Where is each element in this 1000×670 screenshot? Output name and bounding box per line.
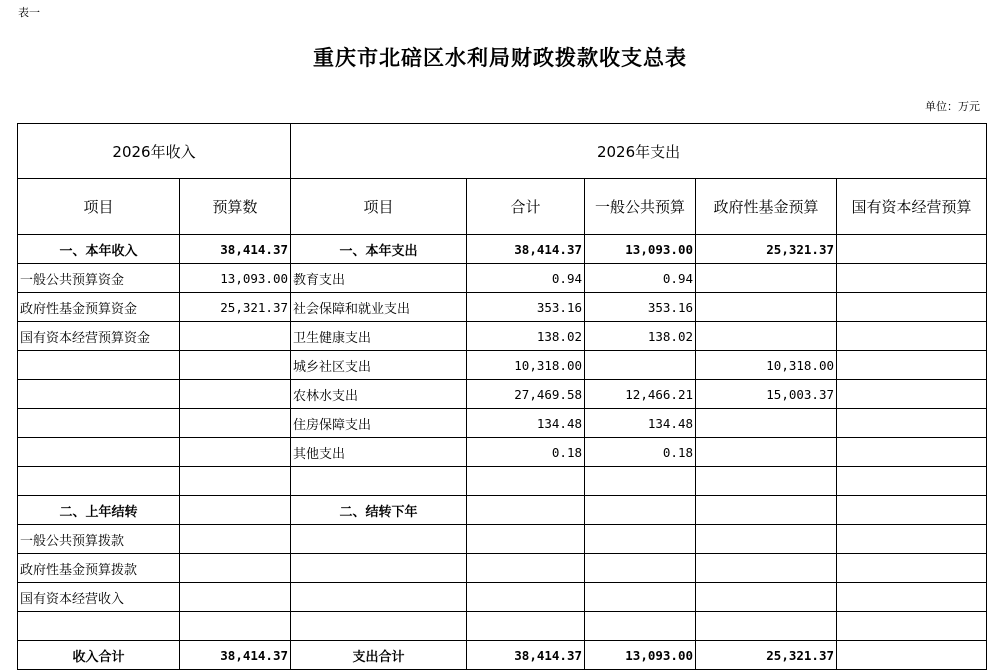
table-row bbox=[18, 293, 987, 322]
table-row bbox=[18, 496, 987, 525]
general-budget-cell: 138.02 bbox=[585, 322, 696, 351]
gov-fund-budget-header: 政府性基金预算 bbox=[696, 179, 837, 235]
table-row bbox=[18, 409, 987, 438]
gov-fund-budget-cell bbox=[696, 409, 837, 438]
state-capital-budget-cell bbox=[837, 583, 987, 612]
state-capital-budget-cell bbox=[837, 293, 987, 322]
general-budget-cell: 353.16 bbox=[585, 293, 696, 322]
income-item-cell bbox=[18, 438, 180, 467]
expense-item-cell: 一、本年支出 bbox=[291, 235, 467, 264]
expense-item-header: 项目 bbox=[291, 179, 467, 235]
income-item-cell bbox=[18, 612, 180, 641]
general-budget-cell: 13,093.00 bbox=[585, 235, 696, 264]
income-item-cell bbox=[18, 351, 180, 380]
general-budget-cell bbox=[585, 496, 696, 525]
income-item-cell: 一般公共预算资金 bbox=[18, 264, 180, 293]
table-row bbox=[18, 322, 987, 351]
income-item-cell bbox=[18, 467, 180, 496]
state-capital-budget-header: 国有资本经营预算 bbox=[837, 179, 987, 235]
gov-fund-budget-cell: 10,318.00 bbox=[696, 351, 837, 380]
expense-total-cell bbox=[467, 612, 585, 641]
table-row bbox=[18, 467, 987, 496]
income-budget-cell: 38,414.37 bbox=[180, 235, 291, 264]
income-budget-cell bbox=[180, 612, 291, 641]
income-budget-header: 预算数 bbox=[180, 179, 291, 235]
expense-total-cell: 353.16 bbox=[467, 293, 585, 322]
expense-item-cell: 社会保障和就业支出 bbox=[291, 293, 467, 322]
income-item-cell: 一般公共预算拨款 bbox=[18, 525, 180, 554]
state-capital-budget-cell bbox=[837, 322, 987, 351]
income-budget-cell bbox=[180, 467, 291, 496]
income-budget-cell bbox=[180, 438, 291, 467]
income-budget-cell bbox=[180, 525, 291, 554]
income-item-cell bbox=[18, 380, 180, 409]
general-budget-cell: 0.18 bbox=[585, 438, 696, 467]
expense-total-header: 合计 bbox=[467, 179, 585, 235]
gov-fund-budget-cell bbox=[696, 612, 837, 641]
income-group-header: 2026年收入 bbox=[18, 124, 291, 179]
gov-fund-budget-cell bbox=[696, 525, 837, 554]
gov-fund-budget-cell bbox=[696, 293, 837, 322]
general-budget-cell bbox=[585, 612, 696, 641]
state-capital-budget-cell bbox=[837, 612, 987, 641]
gov-fund-budget-cell bbox=[696, 583, 837, 612]
gov-fund-budget-cell bbox=[696, 264, 837, 293]
expense-total-cell bbox=[467, 496, 585, 525]
state-capital-budget-cell bbox=[837, 496, 987, 525]
state-capital-budget-cell bbox=[837, 467, 987, 496]
expense-item-cell: 其他支出 bbox=[291, 438, 467, 467]
income-budget-cell bbox=[180, 583, 291, 612]
general-budget-cell bbox=[585, 525, 696, 554]
income-item-cell: 一、本年收入 bbox=[18, 235, 180, 264]
income-budget-cell bbox=[180, 380, 291, 409]
table-row bbox=[18, 351, 987, 380]
expense-total-cell bbox=[467, 583, 585, 612]
gov-fund-budget-cell bbox=[696, 554, 837, 583]
table-row bbox=[18, 264, 987, 293]
gov-fund-budget-cell bbox=[696, 322, 837, 351]
income-item-cell: 政府性基金预算资金 bbox=[18, 293, 180, 322]
expense-total-cell: 27,469.58 bbox=[467, 380, 585, 409]
income-item-cell: 政府性基金预算拨款 bbox=[18, 554, 180, 583]
state-capital-budget-cell bbox=[837, 351, 987, 380]
state-capital-budget-cell bbox=[837, 264, 987, 293]
expense-item-cell bbox=[291, 612, 467, 641]
expense-total-cell: 10,318.00 bbox=[467, 351, 585, 380]
income-item-cell: 国有资本经营预算资金 bbox=[18, 322, 180, 351]
header-row-columns bbox=[18, 179, 987, 235]
income-item-cell: 二、上年结转 bbox=[18, 496, 180, 525]
expense-item-cell bbox=[291, 467, 467, 496]
expense-total-cell: 0.94 bbox=[467, 264, 585, 293]
table-number-label: 表一 bbox=[18, 6, 40, 19]
state-capital-budget-cell bbox=[837, 641, 987, 670]
budget-table bbox=[17, 123, 987, 670]
income-budget-cell: 13,093.00 bbox=[180, 264, 291, 293]
income-item-cell: 收入合计 bbox=[18, 641, 180, 670]
page-title: 重庆市北碚区水利局财政拨款收支总表 bbox=[313, 45, 687, 70]
state-capital-budget-cell bbox=[837, 409, 987, 438]
gov-fund-budget-cell bbox=[696, 438, 837, 467]
expense-total-cell bbox=[467, 554, 585, 583]
table-row bbox=[18, 641, 987, 670]
general-budget-cell: 12,466.21 bbox=[585, 380, 696, 409]
gov-fund-budget-cell: 15,003.37 bbox=[696, 380, 837, 409]
expense-item-cell: 教育支出 bbox=[291, 264, 467, 293]
gov-fund-budget-cell: 25,321.37 bbox=[696, 641, 837, 670]
income-budget-cell: 38,414.37 bbox=[180, 641, 291, 670]
general-budget-cell: 134.48 bbox=[585, 409, 696, 438]
expense-total-cell bbox=[467, 525, 585, 554]
gov-fund-budget-cell: 25,321.37 bbox=[696, 235, 837, 264]
general-budget-cell: 0.94 bbox=[585, 264, 696, 293]
table-row bbox=[18, 554, 987, 583]
state-capital-budget-cell bbox=[837, 525, 987, 554]
state-capital-budget-cell bbox=[837, 554, 987, 583]
header-row-groups bbox=[18, 124, 987, 179]
unit-label: 单位：万元 bbox=[925, 100, 980, 113]
expense-total-cell: 134.48 bbox=[467, 409, 585, 438]
general-budget-cell bbox=[585, 583, 696, 612]
table-row bbox=[18, 438, 987, 467]
expense-group-header: 2026年支出 bbox=[291, 124, 987, 179]
expense-item-cell: 卫生健康支出 bbox=[291, 322, 467, 351]
income-budget-cell bbox=[180, 496, 291, 525]
income-budget-cell bbox=[180, 554, 291, 583]
gov-fund-budget-cell bbox=[696, 467, 837, 496]
general-budget-cell bbox=[585, 467, 696, 496]
expense-item-cell: 二、结转下年 bbox=[291, 496, 467, 525]
income-budget-cell bbox=[180, 351, 291, 380]
expense-item-cell bbox=[291, 554, 467, 583]
income-item-header: 项目 bbox=[18, 179, 180, 235]
expense-total-cell bbox=[467, 467, 585, 496]
state-capital-budget-cell bbox=[837, 235, 987, 264]
table-row bbox=[18, 583, 987, 612]
expense-item-cell bbox=[291, 525, 467, 554]
expense-item-cell: 支出合计 bbox=[291, 641, 467, 670]
general-budget-cell bbox=[585, 554, 696, 583]
expense-item-cell: 农林水支出 bbox=[291, 380, 467, 409]
income-budget-cell bbox=[180, 409, 291, 438]
expense-item-cell: 住房保障支出 bbox=[291, 409, 467, 438]
table-row bbox=[18, 235, 987, 264]
expense-item-cell: 城乡社区支出 bbox=[291, 351, 467, 380]
expense-item-cell bbox=[291, 583, 467, 612]
general-budget-cell: 13,093.00 bbox=[585, 641, 696, 670]
income-budget-cell: 25,321.37 bbox=[180, 293, 291, 322]
expense-total-cell: 38,414.37 bbox=[467, 641, 585, 670]
table-row bbox=[18, 525, 987, 554]
expense-total-cell: 38,414.37 bbox=[467, 235, 585, 264]
general-budget-cell bbox=[585, 351, 696, 380]
expense-total-cell: 138.02 bbox=[467, 322, 585, 351]
state-capital-budget-cell bbox=[837, 438, 987, 467]
income-item-cell bbox=[18, 409, 180, 438]
table-row bbox=[18, 380, 987, 409]
state-capital-budget-cell bbox=[837, 380, 987, 409]
income-item-cell: 国有资本经营收入 bbox=[18, 583, 180, 612]
general-budget-header: 一般公共预算 bbox=[585, 179, 696, 235]
expense-total-cell: 0.18 bbox=[467, 438, 585, 467]
table-row bbox=[18, 612, 987, 641]
gov-fund-budget-cell bbox=[696, 496, 837, 525]
income-budget-cell bbox=[180, 322, 291, 351]
